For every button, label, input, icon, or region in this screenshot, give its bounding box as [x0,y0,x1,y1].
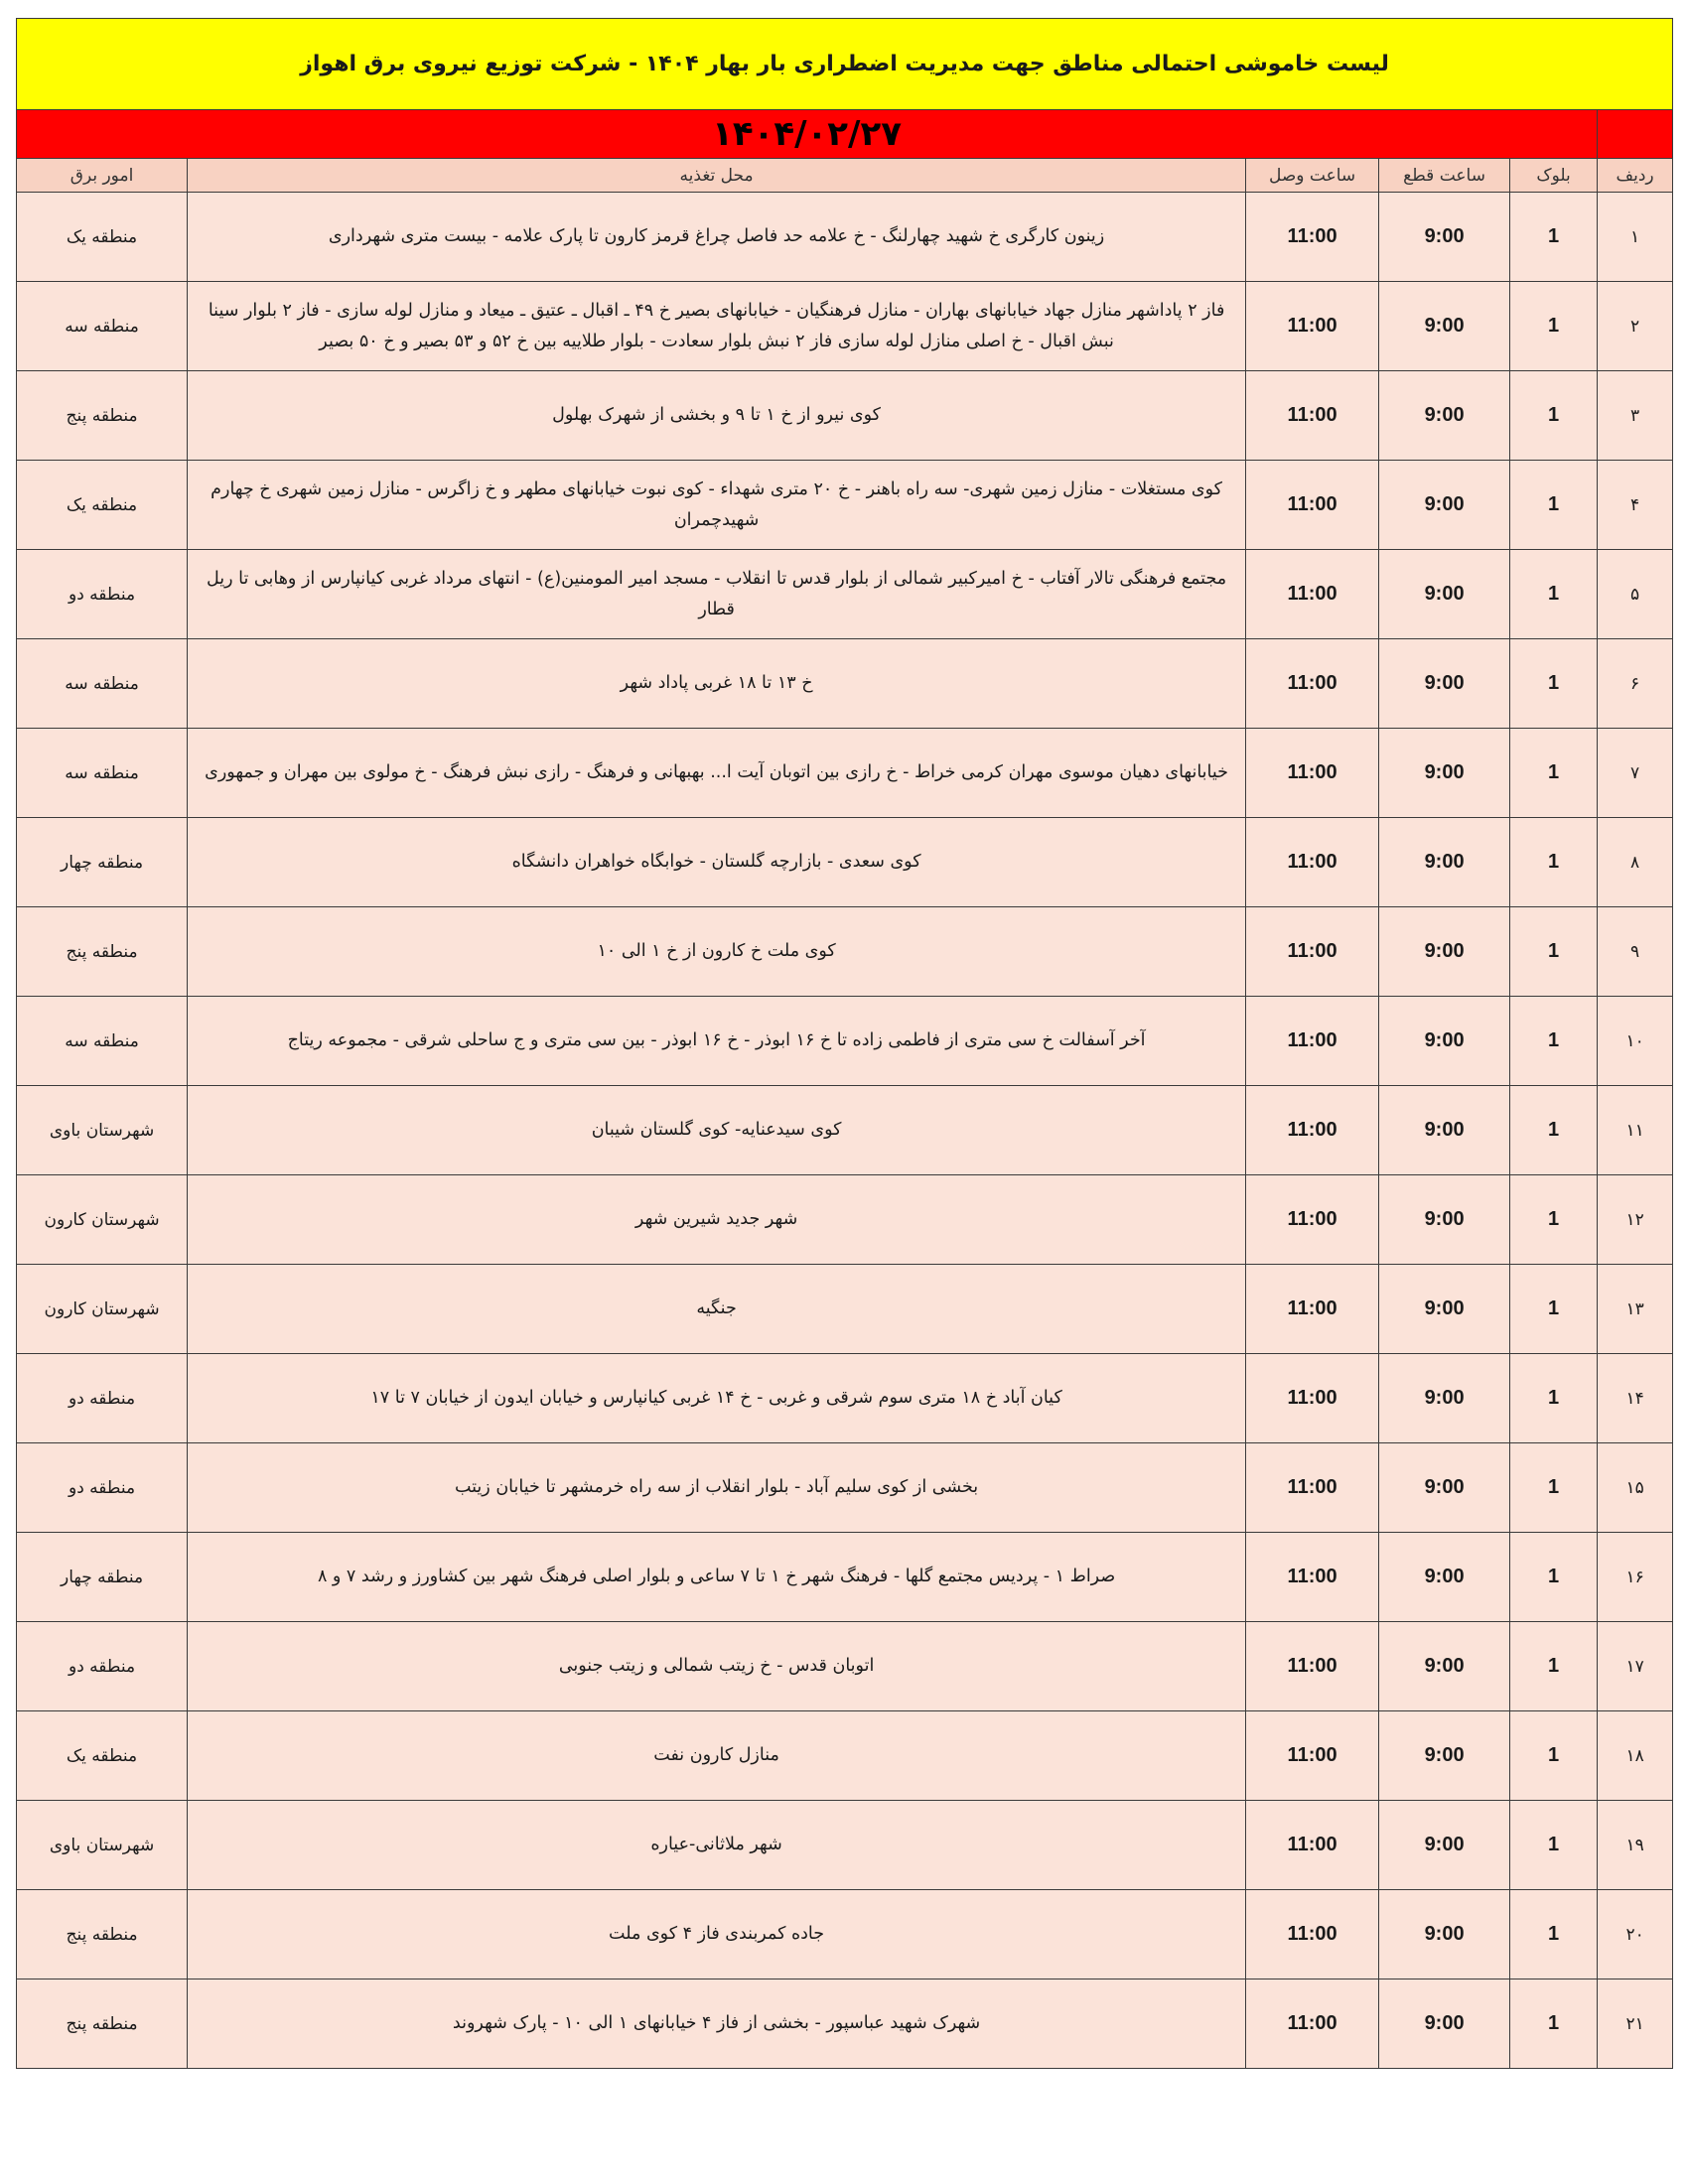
cut-time-cell: 9:00 [1379,1086,1510,1175]
cut-time-cell: 9:00 [1379,1711,1510,1801]
area-cell: منطقه یک [17,1711,188,1801]
row-number-cell: ۱۴ [1598,1354,1673,1443]
table-row [17,193,1673,282]
block-cell: 1 [1510,550,1598,639]
block-cell: 1 [1510,1622,1598,1711]
area-cell: منطقه چهار [17,1533,188,1622]
header-location: محل تغذیه [188,159,1246,193]
location-cell: فاز ۲ پاداشهر منازل جهاد خیابانهای بهاران - منازل فرهنگیان - خیابانهای بصیر خ ۴۹ ـ اقبال ـ عتیق ـ میعاد و منازل لوله سازی - فاز ۲ بلوار سینا نبش اقبال - خ اصلی منازل لوله سازی فاز ۲ نبش بلوار سعادت - بلوار طلاییه بین خ ۵۲ و ۵۳ بصیر و خ ۵۰ بصیر [188,282,1246,371]
area-cell: شهرستان کارون [17,1175,188,1265]
cut-time-cell: 9:00 [1379,1801,1510,1890]
row-number-cell: ۱ [1598,193,1673,282]
connect-time-cell: 11:00 [1246,1979,1379,2069]
cut-time-cell: 9:00 [1379,1622,1510,1711]
header-row [17,159,1673,193]
area-cell: منطقه دو [17,550,188,639]
table-row [17,639,1673,729]
area-cell: منطقه سه [17,997,188,1086]
area-cell: منطقه دو [17,1443,188,1533]
page-title: لیست خاموشی احتمالی مناطق جهت مدیریت اضطراری بار بهار ۱۴۰۴ - شرکت توزیع نیروی برق اهواز [17,19,1673,110]
table-row [17,1443,1673,1533]
table-row [17,550,1673,639]
location-cell: جنگیه [188,1265,1246,1354]
block-cell: 1 [1510,1533,1598,1622]
row-number-cell: ۳ [1598,371,1673,461]
title-row [17,19,1673,110]
block-cell: 1 [1510,907,1598,997]
row-number-cell: ۱۷ [1598,1622,1673,1711]
row-number-cell: ۱۸ [1598,1711,1673,1801]
table-row [17,1265,1673,1354]
block-cell: 1 [1510,461,1598,550]
table-row [17,1354,1673,1443]
area-cell: منطقه پنج [17,907,188,997]
block-cell: 1 [1510,282,1598,371]
cut-time-cell: 9:00 [1379,282,1510,371]
area-cell: منطقه دو [17,1354,188,1443]
row-number-cell: ۲ [1598,282,1673,371]
block-cell: 1 [1510,1086,1598,1175]
location-cell: خیابانهای دهیان موسوی مهران کرمی خراط - خ رازی بین اتوبان آیت ا... بهبهانی و فرهنگ - رازی نبش فرهنگ - خ مولوی بین مهران و جمهوری [188,729,1246,818]
connect-time-cell: 11:00 [1246,1265,1379,1354]
block-cell: 1 [1510,1801,1598,1890]
location-cell: کوی مستغلات - منازل زمین شهری- سه راه باهنر - خ ۲۰ متری شهداء - کوی نبوت خیابانهای مطهر و خ زاگرس - منازل زمین شهری خ چهارم شهیدچمران [188,461,1246,550]
connect-time-cell: 11:00 [1246,1711,1379,1801]
connect-time-cell: 11:00 [1246,193,1379,282]
location-cell: بخشی از کوی سلیم آباد - بلوار انقلاب از سه راه خرمشهر تا خیابان زیتب [188,1443,1246,1533]
block-cell: 1 [1510,193,1598,282]
row-number-cell: ۱۵ [1598,1443,1673,1533]
header-connect-time: ساعت وصل [1246,159,1379,193]
area-cell: منطقه سه [17,282,188,371]
cut-time-cell: 9:00 [1379,1175,1510,1265]
location-cell: جاده کمربندی فاز ۴ کوی ملت [188,1890,1246,1979]
area-cell: منطقه یک [17,193,188,282]
connect-time-cell: 11:00 [1246,818,1379,907]
area-cell: منطقه پنج [17,1979,188,2069]
location-cell: کیان آباد خ ۱۸ متری سوم شرقی و غربی - خ ۱۴ غربی کیانپارس و خیابان ایدون از خیابان ۷ تا ۱۷ [188,1354,1246,1443]
outage-table [16,18,1673,2069]
row-number-cell: ۱۲ [1598,1175,1673,1265]
block-cell: 1 [1510,1265,1598,1354]
location-cell: شهر جدید شیرین شهر [188,1175,1246,1265]
location-cell: اتوبان قدس - خ زیتب شمالی و زیتب جنوبی [188,1622,1246,1711]
area-cell: شهرستان کارون [17,1265,188,1354]
block-cell: 1 [1510,729,1598,818]
connect-time-cell: 11:00 [1246,907,1379,997]
area-cell: شهرستان باوی [17,1801,188,1890]
location-cell: کوی سیدعنایه- کوی گلستان شیبان [188,1086,1246,1175]
cut-time-cell: 9:00 [1379,461,1510,550]
connect-time-cell: 11:00 [1246,1801,1379,1890]
cut-time-cell: 9:00 [1379,371,1510,461]
location-cell: زینون کارگری خ شهید چهارلنگ - خ علامه حد فاصل چراغ قرمز کارون تا پارک علامه - بیست متری شهرداری [188,193,1246,282]
connect-time-cell: 11:00 [1246,1533,1379,1622]
header-block: بلوک [1510,159,1598,193]
connect-time-cell: 11:00 [1246,1443,1379,1533]
table-row [17,1711,1673,1801]
location-cell: مجتمع فرهنگی تالار آفتاب - خ امیرکبیر شمالی از بلوار قدس تا انقلاب - مسجد امیر المومنین(ع) - انتهای مرداد غربی کیانپارس از وهابی تا ریل قطار [188,550,1246,639]
table-row [17,1533,1673,1622]
cut-time-cell: 9:00 [1379,729,1510,818]
location-cell: کوی نیرو از خ ۱ تا ۹ و بخشی از شهرک بهلول [188,371,1246,461]
area-cell: منطقه دو [17,1622,188,1711]
block-cell: 1 [1510,1979,1598,2069]
date-row [17,110,1673,159]
cut-time-cell: 9:00 [1379,1443,1510,1533]
row-number-cell: ۱۰ [1598,997,1673,1086]
cut-time-cell: 9:00 [1379,193,1510,282]
location-cell: شهرک شهید عباسپور - بخشی از فاز ۴ خیابانهای ۱ الی ۱۰ - پارک شهروند [188,1979,1246,2069]
row-number-cell: ۲۰ [1598,1890,1673,1979]
location-cell: صراط ۱ - پردیس مجتمع گلها - فرهنگ شهر خ ۱ تا ۷ ساعی و بلوار اصلی فرهنگ شهر بین کشاورز و رشد ۷ و ۸ [188,1533,1246,1622]
table-row [17,371,1673,461]
connect-time-cell: 11:00 [1246,371,1379,461]
row-number-cell: ۱۶ [1598,1533,1673,1622]
row-number-cell: ۱۱ [1598,1086,1673,1175]
cut-time-cell: 9:00 [1379,818,1510,907]
connect-time-cell: 11:00 [1246,1175,1379,1265]
block-cell: 1 [1510,1175,1598,1265]
block-cell: 1 [1510,1890,1598,1979]
cut-time-cell: 9:00 [1379,907,1510,997]
table-row [17,729,1673,818]
table-row [17,997,1673,1086]
header-area: امور برق [17,159,188,193]
area-cell: منطقه یک [17,461,188,550]
area-cell: منطقه چهار [17,818,188,907]
block-cell: 1 [1510,997,1598,1086]
connect-time-cell: 11:00 [1246,729,1379,818]
date-blank-cell [1598,110,1673,159]
cut-time-cell: 9:00 [1379,550,1510,639]
header-row-number: ردیف [1598,159,1673,193]
connect-time-cell: 11:00 [1246,282,1379,371]
block-cell: 1 [1510,818,1598,907]
connect-time-cell: 11:00 [1246,550,1379,639]
cut-time-cell: 9:00 [1379,1265,1510,1354]
row-number-cell: ۱۳ [1598,1265,1673,1354]
location-cell: خ ۱۳ تا ۱۸ غربی پاداد شهر [188,639,1246,729]
cut-time-cell: 9:00 [1379,1354,1510,1443]
area-cell: منطقه سه [17,639,188,729]
table-row [17,1979,1673,2069]
connect-time-cell: 11:00 [1246,1086,1379,1175]
cut-time-cell: 9:00 [1379,1890,1510,1979]
cut-time-cell: 9:00 [1379,639,1510,729]
area-cell: منطقه پنج [17,1890,188,1979]
area-cell: منطقه سه [17,729,188,818]
connect-time-cell: 11:00 [1246,639,1379,729]
header-cut-time: ساعت قطع [1379,159,1510,193]
table-row [17,818,1673,907]
connect-time-cell: 11:00 [1246,1890,1379,1979]
location-cell: منازل کارون نفت [188,1711,1246,1801]
table-row [17,1622,1673,1711]
cut-time-cell: 9:00 [1379,997,1510,1086]
cut-time-cell: 9:00 [1379,1979,1510,2069]
row-number-cell: ۶ [1598,639,1673,729]
location-cell: کوی سعدی - بازارچه گلستان - خوابگاه خواهران دانشگاه [188,818,1246,907]
row-number-cell: ۸ [1598,818,1673,907]
row-number-cell: ۵ [1598,550,1673,639]
row-number-cell: ۴ [1598,461,1673,550]
table-row [17,1086,1673,1175]
area-cell: منطقه پنج [17,371,188,461]
area-cell: شهرستان باوی [17,1086,188,1175]
row-number-cell: ۱۹ [1598,1801,1673,1890]
table-row [17,461,1673,550]
connect-time-cell: 11:00 [1246,461,1379,550]
connect-time-cell: 11:00 [1246,1354,1379,1443]
table-row [17,907,1673,997]
block-cell: 1 [1510,1711,1598,1801]
block-cell: 1 [1510,371,1598,461]
row-number-cell: ۷ [1598,729,1673,818]
block-cell: 1 [1510,639,1598,729]
table-row [17,282,1673,371]
row-number-cell: ۹ [1598,907,1673,997]
schedule-date: ۱۴۰۴/۰۲/۲۷ [17,110,1598,159]
row-number-cell: ۲۱ [1598,1979,1673,2069]
block-cell: 1 [1510,1354,1598,1443]
connect-time-cell: 11:00 [1246,1622,1379,1711]
location-cell: آخر آسفالت خ سی متری از فاطمی زاده تا خ ۱۶ ابوذر - خ ۱۶ ابوذر - بین سی متری و ج ساحلی شرقی - مجموعه ریتاج [188,997,1246,1086]
table-row [17,1175,1673,1265]
location-cell: شهر ملاثانی-عیاره [188,1801,1246,1890]
location-cell: کوی ملت خ کارون از خ ۱ الی ۱۰ [188,907,1246,997]
table-row [17,1890,1673,1979]
connect-time-cell: 11:00 [1246,997,1379,1086]
block-cell: 1 [1510,1443,1598,1533]
cut-time-cell: 9:00 [1379,1533,1510,1622]
table-row [17,1801,1673,1890]
